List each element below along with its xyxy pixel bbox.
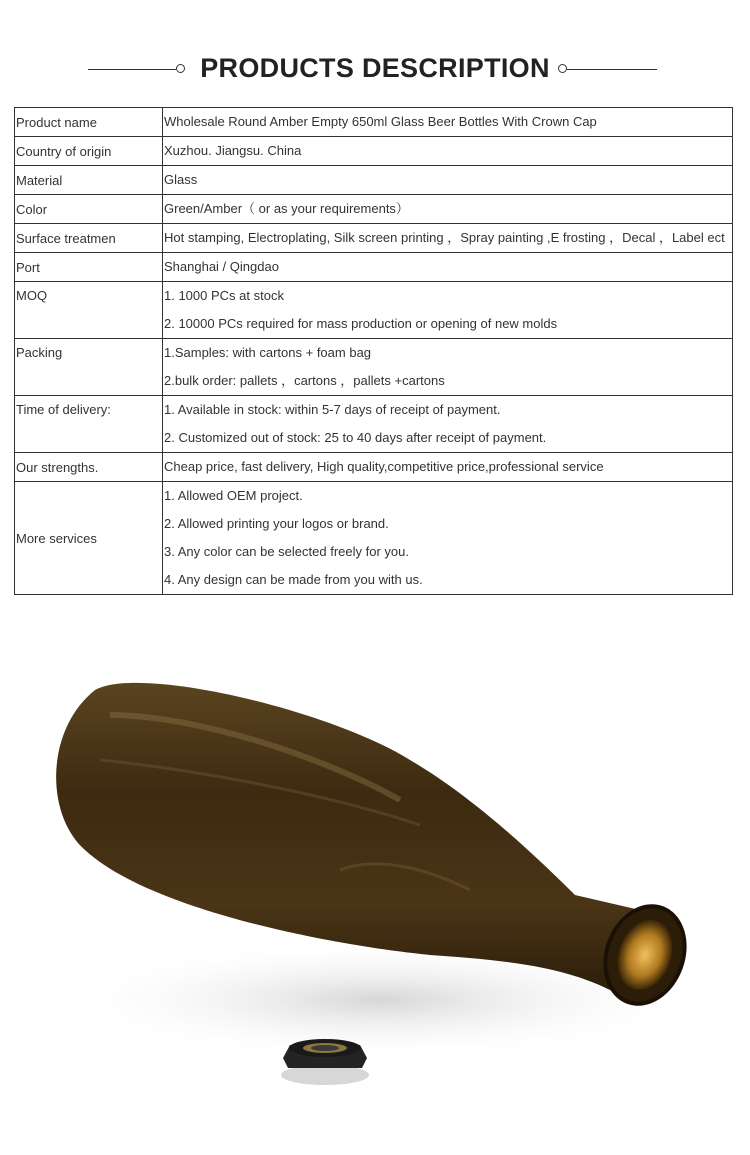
title-left-dot [176,64,185,73]
page-title: PRODUCTS DESCRIPTION [200,53,550,83]
table-row [15,482,733,595]
table-row [15,224,733,253]
spec-label: Time of delivery: [15,396,163,453]
spec-label: MOQ [15,282,163,339]
title-left-line [88,69,176,70]
product-photo [0,620,750,1150]
spec-value: Shanghai / Qingdao [163,253,733,282]
spec-value: Green/Amber（ or as your requirements） [163,195,733,224]
table-row [15,195,733,224]
table-row [15,339,733,396]
spec-label: Material [15,166,163,195]
table-row [15,253,733,282]
spec-label: Packing [15,339,163,396]
spec-value: 1.Samples: with cartons + foam bag 2.bulk order: pallets ，cartons ，pallets +cartons [163,339,733,396]
spec-label: Color [15,195,163,224]
spec-value: Cheap price, fast delivery, High quality,competitive price,professional service [163,453,733,482]
spec-value: Glass [163,166,733,195]
spec-value: Xuzhou. Jiangsu. China [163,137,733,166]
table-row [15,453,733,482]
spec-label: Surface treatmen [15,224,163,253]
table-row [15,396,733,453]
title-right-dot [558,64,567,73]
spec-label: Our strengths. [15,453,163,482]
spec-value: Wholesale Round Amber Empty 650ml Glass Beer Bottles With Crown Cap [163,108,733,137]
table-row [15,282,733,339]
product-spec-table [14,107,733,595]
amber-beer-bottle-icon [0,620,750,1150]
spec-label: Country of origin [15,137,163,166]
section-title-bar [0,50,750,90]
spec-label: Product name [15,108,163,137]
table-row [15,108,733,137]
spec-value: 1. 1000 PCs at stock 2. 10000 PCs required for mass production or opening of new molds [163,282,733,339]
title-right-line [567,69,657,70]
spec-value: Hot stamping, Electroplating, Silk screen printing ，Spray painting ,E frosting ，Decal ，Label ect [163,224,733,253]
table-row [15,137,733,166]
spec-label: More services [15,482,163,595]
spec-value: 1. Available in stock: within 5-7 days of receipt of payment. 2. Customized out of stock: 25 to 40 days after receipt of payment. [163,396,733,453]
spec-value: 1. Allowed OEM project. 2. Allowed printing your logos or brand. 3. Any color can be selected freely for you. 4. Any design can be made from you with us. [163,482,733,595]
spec-label: Port [15,253,163,282]
table-row [15,166,733,195]
